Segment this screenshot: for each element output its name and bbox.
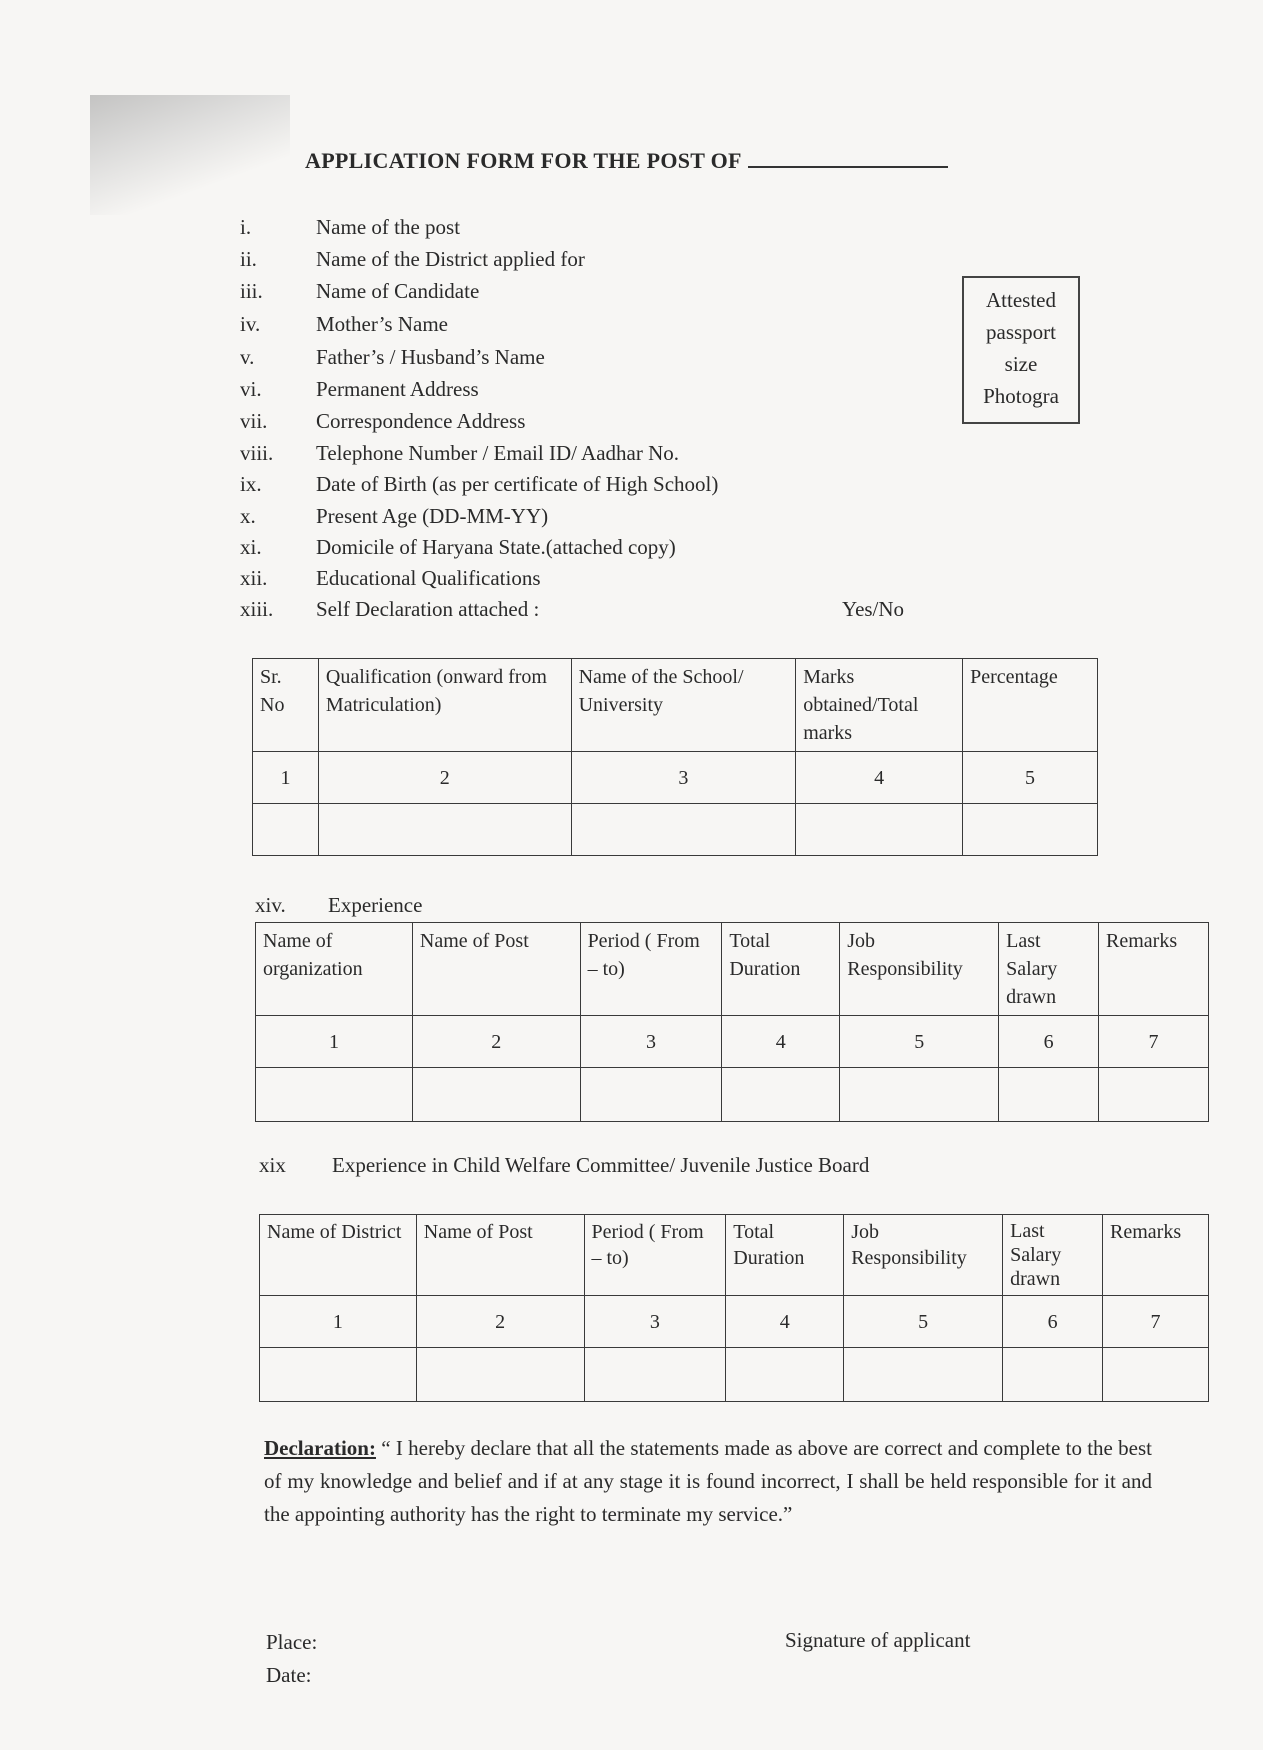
- table-cell: 1: [256, 1016, 413, 1068]
- table-header-cell: Name of Post: [412, 923, 580, 1016]
- field-number: x.: [240, 504, 256, 528]
- table-cell[interactable]: [580, 1068, 722, 1122]
- post-blank-line: [748, 148, 948, 168]
- table-row: [253, 804, 1098, 856]
- field-label: Name of the District applied for: [316, 247, 585, 271]
- field-label: Domicile of Haryana State.(attached copy): [316, 535, 676, 559]
- place-label: Place:: [266, 1630, 318, 1654]
- field-item: [240, 345, 545, 370]
- field-number: viii.: [240, 441, 274, 465]
- table-header-row: [260, 1215, 1209, 1296]
- cwc-experience-heading: [259, 1153, 869, 1178]
- table-cell: 3: [580, 1016, 722, 1068]
- section-label: Experience: [328, 893, 423, 917]
- field-item: [240, 377, 479, 402]
- field-item: [240, 472, 718, 497]
- section-number: xiv.: [255, 893, 286, 917]
- field-number: iv.: [240, 312, 261, 336]
- photo-box-line: passport: [986, 320, 1056, 344]
- table-cell[interactable]: [256, 1068, 413, 1122]
- declaration-paragraph: [264, 1432, 1152, 1531]
- field-label: Telephone Number / Email ID/ Aadhar No.: [316, 441, 680, 465]
- field-item: [240, 535, 676, 560]
- field-item: [240, 215, 460, 240]
- table-cell[interactable]: [253, 804, 319, 856]
- table-cell: 7: [1103, 1296, 1209, 1348]
- table-cell: 4: [726, 1296, 844, 1348]
- field-label: Name of Candidate: [316, 279, 480, 303]
- section-number: xix: [259, 1153, 286, 1177]
- field-label: Mother’s Name: [316, 312, 448, 336]
- table-cell: 2: [318, 752, 571, 804]
- field-item: [240, 279, 479, 304]
- table-cell: 2: [412, 1016, 580, 1068]
- section-label: Experience in Child Welfare Committee/ Juvenile Justice Board: [332, 1153, 870, 1177]
- table-header-cell: Sr. No: [253, 659, 319, 752]
- table-cell[interactable]: [999, 1068, 1099, 1122]
- declaration-text: “ I hereby declare that all the statements made as above are correct and complete to the best of my knowledge and belief and if at any stage it is found incorrect, I shall be held responsible for it and the appointing authority has the right to terminate my service.”: [264, 1436, 1152, 1526]
- table-header-cell: Last Salary drawn: [999, 923, 1099, 1016]
- table-header-cell: Period ( From – to): [580, 923, 722, 1016]
- table-header-cell: Name of District: [260, 1215, 417, 1296]
- field-item: [240, 597, 539, 622]
- field-label: Self Declaration attached :: [316, 597, 540, 621]
- yes-no-option: Yes/No: [842, 597, 905, 621]
- table-header-cell: Total Duration: [722, 923, 840, 1016]
- table-cell[interactable]: [963, 804, 1098, 856]
- field-number: iii.: [240, 279, 263, 303]
- table-header-row: [253, 659, 1098, 752]
- education-table: [252, 658, 1098, 856]
- table-cell: 1: [260, 1296, 417, 1348]
- field-number: i.: [240, 215, 252, 239]
- photo-box-line: Photogra: [983, 384, 1059, 408]
- field-number: xii.: [240, 566, 268, 590]
- table-cell[interactable]: [1099, 1068, 1209, 1122]
- photo-box: [962, 276, 1080, 424]
- table-cell: 6: [999, 1016, 1099, 1068]
- field-item: [240, 441, 679, 466]
- table-cell[interactable]: [796, 804, 963, 856]
- field-number: vi.: [240, 377, 262, 401]
- table-header-cell: Total Duration: [726, 1215, 844, 1296]
- form-title-text: APPLICATION FORM FOR THE POST OF: [305, 148, 742, 173]
- field-item: [240, 312, 448, 337]
- field-number: xiii.: [240, 597, 274, 621]
- field-label: Father’s / Husband’s Name: [316, 345, 545, 369]
- table-number-row: [260, 1296, 1209, 1348]
- cwc-experience-table: [259, 1214, 1209, 1402]
- table-header-cell: Remarks: [1103, 1215, 1209, 1296]
- field-label: Permanent Address: [316, 377, 479, 401]
- table-cell[interactable]: [844, 1348, 1003, 1402]
- table-cell: 7: [1099, 1016, 1209, 1068]
- table-header-row: [256, 923, 1209, 1016]
- table-cell[interactable]: [412, 1068, 580, 1122]
- table-header-cell: Name of Post: [416, 1215, 584, 1296]
- table-cell[interactable]: [260, 1348, 417, 1402]
- table-cell: 4: [796, 752, 963, 804]
- table-number-row: [253, 752, 1098, 804]
- table-header-cell: Name of organization: [256, 923, 413, 1016]
- table-cell: 5: [840, 1016, 999, 1068]
- table-cell: 6: [1003, 1296, 1103, 1348]
- table-cell[interactable]: [1103, 1348, 1209, 1402]
- table-cell[interactable]: [722, 1068, 840, 1122]
- field-item: [240, 247, 585, 272]
- table-header-cell: Marks obtained/Total marks: [796, 659, 963, 752]
- field-label: Name of the post: [316, 215, 461, 239]
- table-header-cell: Name of the School/ University: [571, 659, 796, 752]
- table-cell: 4: [722, 1016, 840, 1068]
- photo-box-line: Attested: [986, 288, 1056, 312]
- field-item: [240, 566, 541, 591]
- table-cell[interactable]: [584, 1348, 726, 1402]
- field-label: Educational Qualifications: [316, 566, 541, 590]
- table-cell[interactable]: [840, 1068, 999, 1122]
- form-title: [305, 148, 948, 174]
- table-cell: 1: [253, 752, 319, 804]
- photo-box-line: size: [1004, 352, 1038, 376]
- field-label: Correspondence Address: [316, 409, 526, 433]
- table-header-cell: Job Responsibility: [844, 1215, 1003, 1296]
- table-cell[interactable]: [571, 804, 796, 856]
- declaration-label: Declaration:: [264, 1436, 376, 1460]
- field-label: Date of Birth (as per certificate of High School): [316, 472, 719, 496]
- table-row: [256, 1068, 1209, 1122]
- field-label: Present Age (DD-MM-YY): [316, 504, 549, 528]
- table-header-cell: Percentage: [963, 659, 1098, 752]
- table-number-row: [256, 1016, 1209, 1068]
- table-cell: 3: [584, 1296, 726, 1348]
- table-cell[interactable]: [318, 804, 571, 856]
- scan-smudge: [90, 95, 290, 215]
- field-number: xi.: [240, 535, 262, 559]
- table-header-cell: Remarks: [1099, 923, 1209, 1016]
- experience-heading: [255, 893, 422, 918]
- table-header-cell: Period ( From – to): [584, 1215, 726, 1296]
- table-header-cell: Qualification (onward from Matriculation): [318, 659, 571, 752]
- table-cell[interactable]: [726, 1348, 844, 1402]
- field-number: vii.: [240, 409, 268, 433]
- table-cell: 2: [416, 1296, 584, 1348]
- field-number: ix.: [240, 472, 262, 496]
- field-number: ii.: [240, 247, 257, 271]
- date-label: Date:: [266, 1663, 312, 1687]
- field-number: v.: [240, 345, 255, 369]
- table-cell[interactable]: [416, 1348, 584, 1402]
- table-cell[interactable]: [1003, 1348, 1103, 1402]
- signature-label: Signature of applicant: [785, 1628, 971, 1652]
- table-header-cell: Job Responsibility: [840, 923, 999, 1016]
- table-cell: 3: [571, 752, 796, 804]
- table-row: [260, 1348, 1209, 1402]
- table-header-cell: Last Salary drawn: [1003, 1215, 1103, 1296]
- experience-table: [255, 922, 1209, 1122]
- table-cell: 5: [844, 1296, 1003, 1348]
- field-item: [240, 504, 548, 529]
- field-item: [240, 409, 525, 434]
- table-cell: 5: [963, 752, 1098, 804]
